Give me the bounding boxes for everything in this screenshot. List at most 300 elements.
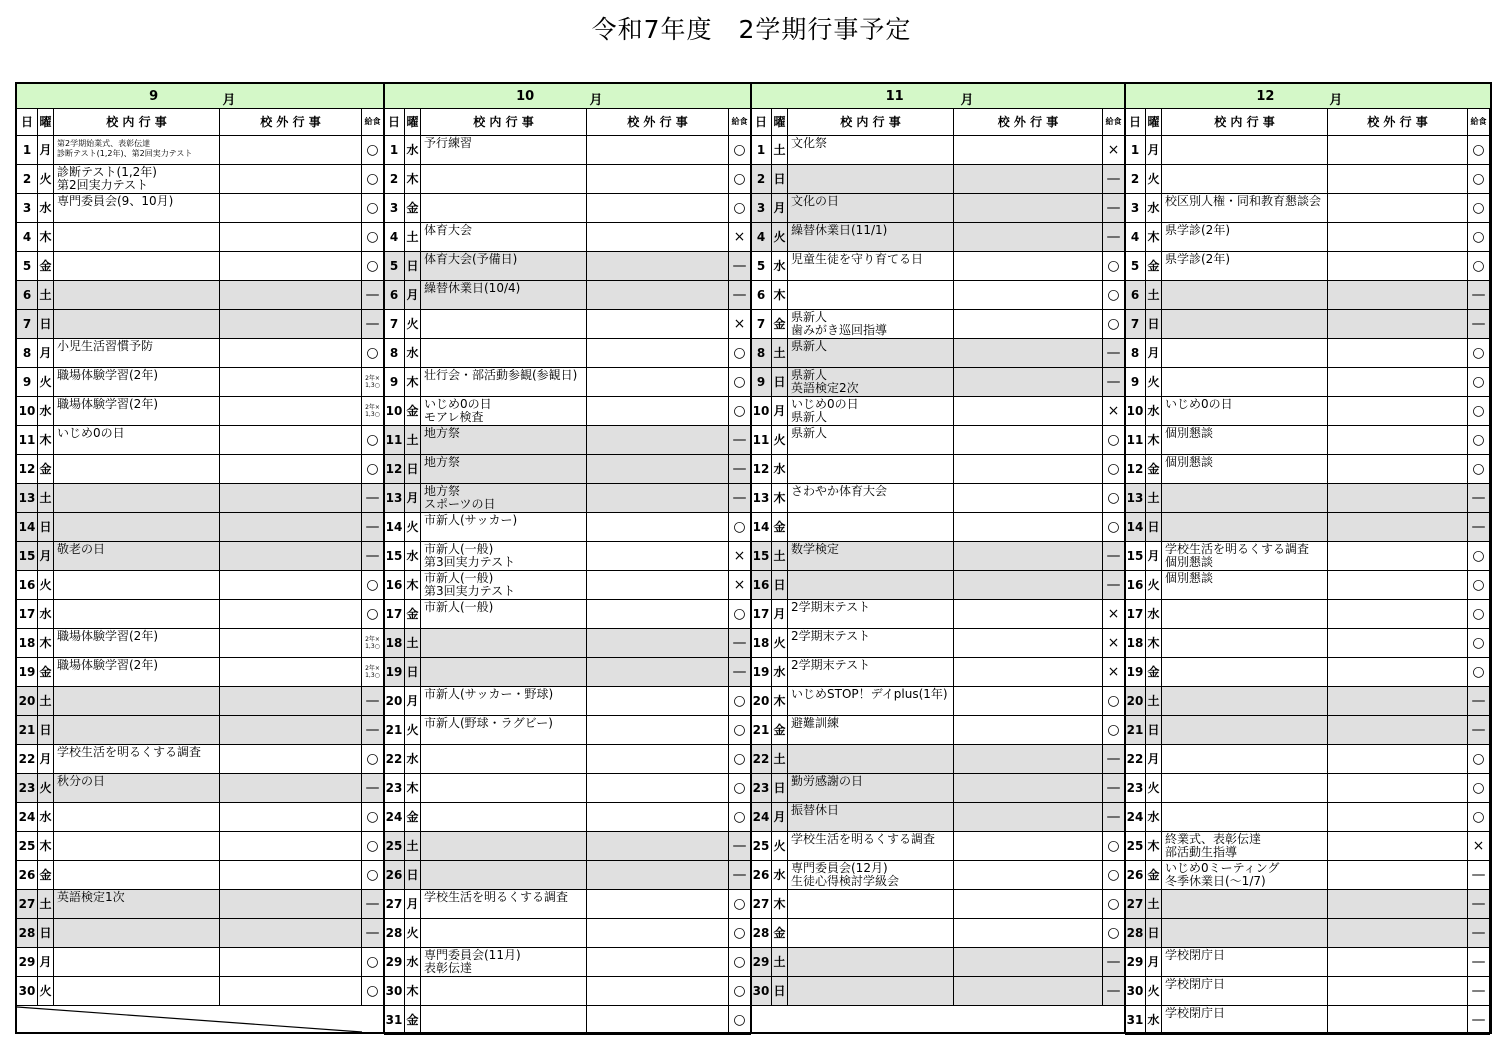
day-row xyxy=(751,948,1125,977)
outside-event xyxy=(587,339,729,367)
day-row xyxy=(1125,948,1490,977)
school-lunch-mark: — xyxy=(1468,281,1490,309)
weekday: 金 xyxy=(772,513,788,541)
school-lunch-mark: ○ xyxy=(362,571,384,599)
day-number: 28 xyxy=(1125,919,1146,947)
outside-event xyxy=(220,426,362,454)
weekday: 土 xyxy=(1146,484,1162,512)
weekday: 月 xyxy=(772,397,788,425)
day-number: 14 xyxy=(384,513,405,541)
day-row xyxy=(384,397,751,426)
school-lunch-mark: ○ xyxy=(362,803,384,831)
school-lunch-mark: ○ xyxy=(1468,194,1490,222)
day-row xyxy=(1125,716,1490,745)
weekday: 火 xyxy=(1146,774,1162,802)
day-number: 23 xyxy=(384,774,405,802)
day-number: 20 xyxy=(17,687,38,715)
weekday: 水 xyxy=(1146,194,1162,222)
weekday: 土 xyxy=(405,223,421,251)
day-row xyxy=(384,281,751,310)
school-lunch-mark: ○ xyxy=(1468,165,1490,193)
school-lunch-header: 給食 xyxy=(362,109,384,135)
day-row xyxy=(751,426,1125,455)
weekday: 日 xyxy=(772,774,788,802)
day-row xyxy=(1125,484,1490,513)
outside-event xyxy=(954,774,1103,802)
school-lunch-mark: 2年× 1,3○ xyxy=(362,658,384,686)
day-number: 22 xyxy=(1125,745,1146,773)
outside-event xyxy=(1328,281,1468,309)
outside-event xyxy=(1328,339,1468,367)
school-lunch-mark: ○ xyxy=(729,977,751,1005)
day-row xyxy=(1125,600,1490,629)
outside-event xyxy=(954,368,1103,396)
day-number: 9 xyxy=(1125,368,1146,396)
weekday: 水 xyxy=(1146,397,1162,425)
outside-event xyxy=(1328,397,1468,425)
outside-event xyxy=(587,165,729,193)
day-row xyxy=(751,455,1125,484)
day-row xyxy=(384,890,751,919)
weekday: 木 xyxy=(405,368,421,396)
weekday: 金 xyxy=(772,919,788,947)
school-lunch-mark: ○ xyxy=(1103,281,1125,309)
school-lunch-mark: — xyxy=(362,890,384,918)
in-school-event xyxy=(54,571,220,599)
weekday: 木 xyxy=(38,629,54,657)
outside-event xyxy=(587,426,729,454)
school-lunch-mark: ○ xyxy=(1468,629,1490,657)
school-lunch-mark: ○ xyxy=(1103,716,1125,744)
empty-cell-slash xyxy=(17,1006,384,1035)
in-school-event: 専門委員会(12月) 生徒心得検討学級会 xyxy=(788,861,954,889)
day-number: 7 xyxy=(751,310,772,338)
day-number: 23 xyxy=(1125,774,1146,802)
day-row xyxy=(17,919,384,948)
outside-event xyxy=(587,397,729,425)
outside-event xyxy=(587,194,729,222)
day-row xyxy=(384,136,751,165)
month-label: 月 xyxy=(222,93,236,108)
outside-event xyxy=(220,165,362,193)
day-number: 3 xyxy=(384,194,405,222)
school-lunch-mark: ○ xyxy=(1468,252,1490,280)
school-lunch-mark: ○ xyxy=(1103,890,1125,918)
outside-event xyxy=(220,397,362,425)
day-row xyxy=(1125,252,1490,281)
in-school-event xyxy=(421,919,587,947)
in-school-event: 校区別人権・同和教育懇談会 xyxy=(1162,194,1328,222)
day-row xyxy=(751,165,1125,194)
in-school-event: 学校閉庁日 xyxy=(1162,977,1328,1005)
weekday: 月 xyxy=(405,687,421,715)
day-number: 13 xyxy=(17,484,38,512)
in-school-event xyxy=(421,977,587,1005)
outside-event xyxy=(1328,745,1468,773)
weekday: 木 xyxy=(405,977,421,1005)
day-row xyxy=(751,310,1125,339)
day-number: 26 xyxy=(751,861,772,889)
outside-event xyxy=(220,716,362,744)
in-school-event xyxy=(54,948,220,976)
school-lunch-header: 給食 xyxy=(1103,109,1125,135)
school-lunch-mark: — xyxy=(1468,687,1490,715)
outside-event xyxy=(220,658,362,686)
day-row xyxy=(17,194,384,223)
outside-event xyxy=(220,136,362,164)
day-number: 19 xyxy=(17,658,38,686)
outside-event xyxy=(1328,223,1468,251)
day-number: 11 xyxy=(751,426,772,454)
day-row xyxy=(384,310,751,339)
school-lunch-mark: ○ xyxy=(729,803,751,831)
day-number: 18 xyxy=(17,629,38,657)
day-number: 29 xyxy=(384,948,405,976)
outside-event xyxy=(954,571,1103,599)
school-lunch-mark: ○ xyxy=(729,165,751,193)
day-column-header: 日 xyxy=(1125,109,1146,135)
school-lunch-mark: — xyxy=(729,861,751,889)
outside-event xyxy=(1328,687,1468,715)
school-lunch-mark: ○ xyxy=(729,1006,751,1034)
in-school-event: 地方祭 xyxy=(421,455,587,483)
day-row xyxy=(384,948,751,977)
school-lunch-mark: ○ xyxy=(362,832,384,860)
day-number: 28 xyxy=(384,919,405,947)
weekday: 月 xyxy=(38,542,54,570)
outside-event xyxy=(954,890,1103,918)
day-row xyxy=(17,339,384,368)
outside-event xyxy=(954,339,1103,367)
weekday: 金 xyxy=(1146,861,1162,889)
outside-event xyxy=(220,948,362,976)
day-row xyxy=(17,890,384,919)
school-lunch-mark: — xyxy=(1103,542,1125,570)
weekday: 火 xyxy=(772,223,788,251)
day-row xyxy=(1125,861,1490,890)
day-row xyxy=(1125,513,1490,542)
month-number: 9 xyxy=(149,89,159,104)
school-lunch-mark: — xyxy=(362,281,384,309)
weekday: 土 xyxy=(38,687,54,715)
in-school-event: いじめ0の日 xyxy=(1162,397,1328,425)
day-number: 10 xyxy=(384,397,405,425)
day-row xyxy=(1125,658,1490,687)
day-row xyxy=(17,310,384,339)
outside-event xyxy=(1328,977,1468,1005)
day-number: 13 xyxy=(384,484,405,512)
day-number: 10 xyxy=(1125,397,1146,425)
day-row xyxy=(1125,832,1490,861)
day-number: 8 xyxy=(751,339,772,367)
day-row xyxy=(384,919,751,948)
school-lunch-mark: × xyxy=(729,571,751,599)
in-school-event xyxy=(421,194,587,222)
day-number: 4 xyxy=(751,223,772,251)
school-lunch-mark: — xyxy=(729,658,751,686)
school-lunch-mark: ○ xyxy=(1103,484,1125,512)
day-number: 2 xyxy=(751,165,772,193)
school-lunch-mark: ○ xyxy=(1468,455,1490,483)
outside-event xyxy=(587,571,729,599)
outside-event xyxy=(954,484,1103,512)
weekday: 土 xyxy=(405,629,421,657)
day-number: 16 xyxy=(751,571,772,599)
in-school-event xyxy=(1162,136,1328,164)
day-row xyxy=(1125,571,1490,600)
day-row xyxy=(384,716,751,745)
day-row xyxy=(1125,745,1490,774)
in-school-event xyxy=(421,310,587,338)
day-row xyxy=(751,861,1125,890)
in-school-event xyxy=(1162,774,1328,802)
school-lunch-mark: — xyxy=(1468,513,1490,541)
day-row xyxy=(17,658,384,687)
day-row xyxy=(751,397,1125,426)
outside-event xyxy=(954,948,1103,976)
day-number: 24 xyxy=(1125,803,1146,831)
weekday: 水 xyxy=(772,252,788,280)
in-school-event: 職場体験学習(2年) xyxy=(54,368,220,396)
weekday: 日 xyxy=(1146,310,1162,338)
day-number: 12 xyxy=(384,455,405,483)
in-school-event xyxy=(54,832,220,860)
in-school-event xyxy=(421,774,587,802)
in-school-event: 市新人(サッカー) xyxy=(421,513,587,541)
in-school-event xyxy=(54,223,220,251)
outside-event xyxy=(587,223,729,251)
in-school-event xyxy=(421,745,587,773)
day-number: 30 xyxy=(384,977,405,1005)
day-row xyxy=(17,600,384,629)
day-number: 31 xyxy=(384,1006,405,1034)
in-school-event xyxy=(788,745,954,773)
in-school-event xyxy=(1162,513,1328,541)
in-school-event xyxy=(54,600,220,628)
school-lunch-mark: ○ xyxy=(1468,397,1490,425)
day-row xyxy=(1125,310,1490,339)
outside-event xyxy=(1328,629,1468,657)
in-school-event xyxy=(421,832,587,860)
school-lunch-mark: ○ xyxy=(1103,310,1125,338)
day-number: 29 xyxy=(1125,948,1146,976)
outside-event xyxy=(954,861,1103,889)
weekday: 水 xyxy=(38,600,54,628)
weekday: 月 xyxy=(405,281,421,309)
day-number: 2 xyxy=(1125,165,1146,193)
in-school-event xyxy=(1162,368,1328,396)
in-school-event: 振替休日 xyxy=(788,803,954,831)
school-lunch-mark: ○ xyxy=(1468,774,1490,802)
day-number: 27 xyxy=(1125,890,1146,918)
weekday: 木 xyxy=(772,281,788,309)
weekday: 土 xyxy=(38,281,54,309)
outside-event xyxy=(220,977,362,1005)
weekday-column-header: 曜 xyxy=(38,109,54,135)
weekday: 土 xyxy=(772,339,788,367)
outside-event xyxy=(954,745,1103,773)
day-number: 16 xyxy=(1125,571,1146,599)
day-number: 5 xyxy=(751,252,772,280)
outside-event xyxy=(954,687,1103,715)
day-row xyxy=(751,774,1125,803)
day-row xyxy=(1125,919,1490,948)
in-school-event xyxy=(788,977,954,1005)
in-school-event xyxy=(54,977,220,1005)
outside-event xyxy=(1328,600,1468,628)
in-school-event xyxy=(421,803,587,831)
in-school-event: いじめ0の日 xyxy=(54,426,220,454)
in-school-event xyxy=(54,455,220,483)
outside-event xyxy=(954,455,1103,483)
day-row xyxy=(1125,542,1490,571)
day-number: 17 xyxy=(751,600,772,628)
weekday: 月 xyxy=(38,948,54,976)
day-row xyxy=(384,223,751,252)
day-number: 11 xyxy=(1125,426,1146,454)
weekday: 金 xyxy=(772,716,788,744)
day-number: 7 xyxy=(1125,310,1146,338)
school-lunch-mark: ○ xyxy=(1103,513,1125,541)
weekday: 日 xyxy=(772,165,788,193)
school-lunch-mark: — xyxy=(1468,890,1490,918)
in-school-event: 県新人 xyxy=(788,426,954,454)
weekday: 土 xyxy=(772,745,788,773)
day-number: 30 xyxy=(751,977,772,1005)
weekday: 木 xyxy=(1146,832,1162,860)
in-school-event xyxy=(1162,890,1328,918)
day-row xyxy=(17,426,384,455)
in-school-event xyxy=(788,281,954,309)
school-lunch-mark: — xyxy=(1103,339,1125,367)
outside-event xyxy=(1328,455,1468,483)
day-number: 13 xyxy=(751,484,772,512)
day-row xyxy=(1125,774,1490,803)
school-lunch-mark: ○ xyxy=(729,397,751,425)
day-number: 15 xyxy=(17,542,38,570)
in-school-event: 繰替休業日(10/4) xyxy=(421,281,587,309)
in-school-event: 小児生活習慣予防 xyxy=(54,339,220,367)
school-lunch-mark: ○ xyxy=(362,948,384,976)
in-school-events-header: 校 内 行 事 xyxy=(54,109,220,135)
day-number: 24 xyxy=(751,803,772,831)
outside-event xyxy=(1328,948,1468,976)
school-lunch-mark: ○ xyxy=(1468,223,1490,251)
weekday: 木 xyxy=(38,426,54,454)
day-row xyxy=(17,716,384,745)
day-number: 2 xyxy=(384,165,405,193)
day-number: 14 xyxy=(751,513,772,541)
outside-event xyxy=(587,861,729,889)
weekday: 土 xyxy=(1146,687,1162,715)
day-number: 23 xyxy=(751,774,772,802)
day-number: 26 xyxy=(384,861,405,889)
in-school-event: いじめ0の日 県新人 xyxy=(788,397,954,425)
outside-event xyxy=(954,223,1103,251)
school-lunch-mark: × xyxy=(1103,600,1125,628)
outside-event xyxy=(220,542,362,570)
day-number: 5 xyxy=(1125,252,1146,280)
school-lunch-mark: ○ xyxy=(729,919,751,947)
day-number: 9 xyxy=(751,368,772,396)
day-row xyxy=(1125,397,1490,426)
day-number: 31 xyxy=(1125,1006,1146,1034)
in-school-event xyxy=(54,716,220,744)
day-row xyxy=(17,832,384,861)
weekday: 火 xyxy=(1146,165,1162,193)
school-lunch-mark: ○ xyxy=(1468,542,1490,570)
day-number: 25 xyxy=(384,832,405,860)
in-school-event: 数学検定 xyxy=(788,542,954,570)
school-lunch-mark: ○ xyxy=(362,426,384,454)
weekday: 水 xyxy=(772,455,788,483)
weekday: 火 xyxy=(1146,571,1162,599)
month-block xyxy=(1125,84,1490,1032)
day-row xyxy=(17,252,384,281)
school-lunch-mark: ○ xyxy=(729,339,751,367)
weekday: 月 xyxy=(1146,339,1162,367)
in-school-event xyxy=(1162,339,1328,367)
day-number: 6 xyxy=(1125,281,1146,309)
in-school-event xyxy=(54,919,220,947)
in-school-event: 地方祭 スポーツの日 xyxy=(421,484,587,512)
weekday: 月 xyxy=(405,890,421,918)
school-lunch-mark: — xyxy=(1468,716,1490,744)
day-row xyxy=(384,484,751,513)
day-number: 21 xyxy=(17,716,38,744)
weekday: 日 xyxy=(772,571,788,599)
weekday: 水 xyxy=(1146,600,1162,628)
outside-event xyxy=(1328,861,1468,889)
outside-event xyxy=(954,165,1103,193)
in-school-event: 職場体験学習(2年) xyxy=(54,629,220,657)
weekday: 火 xyxy=(38,165,54,193)
school-lunch-mark: ○ xyxy=(1103,687,1125,715)
day-number: 28 xyxy=(751,919,772,947)
in-school-event: 県新人 歯みがき巡回指導 xyxy=(788,310,954,338)
in-school-event: いじめSTOP！デイplus(1年) xyxy=(788,687,954,715)
month-label: 月 xyxy=(1329,93,1343,108)
in-school-event: 2学期末テスト xyxy=(788,600,954,628)
day-row xyxy=(384,194,751,223)
day-number: 19 xyxy=(1125,658,1146,686)
weekday: 日 xyxy=(405,252,421,280)
in-school-event: 個別懇談 xyxy=(1162,426,1328,454)
weekday: 水 xyxy=(405,948,421,976)
school-lunch-mark: — xyxy=(1468,1006,1490,1034)
day-number: 15 xyxy=(384,542,405,570)
weekday: 日 xyxy=(1146,919,1162,947)
school-lunch-mark: ○ xyxy=(1468,571,1490,599)
weekday: 水 xyxy=(38,803,54,831)
weekday: 木 xyxy=(405,774,421,802)
weekday: 金 xyxy=(772,310,788,338)
day-row xyxy=(1125,281,1490,310)
school-lunch-mark: ○ xyxy=(1103,426,1125,454)
in-school-event: 県新人 英語検定2次 xyxy=(788,368,954,396)
month-number: 10 xyxy=(516,89,535,104)
day-number: 14 xyxy=(17,513,38,541)
day-row xyxy=(1125,455,1490,484)
school-lunch-mark: — xyxy=(729,426,751,454)
in-school-event: 県新人 xyxy=(788,339,954,367)
in-school-event: 2学期末テスト xyxy=(788,658,954,686)
day-number: 27 xyxy=(17,890,38,918)
outside-event xyxy=(587,484,729,512)
day-number: 19 xyxy=(751,658,772,686)
school-lunch-mark: ○ xyxy=(362,600,384,628)
day-row xyxy=(384,658,751,687)
